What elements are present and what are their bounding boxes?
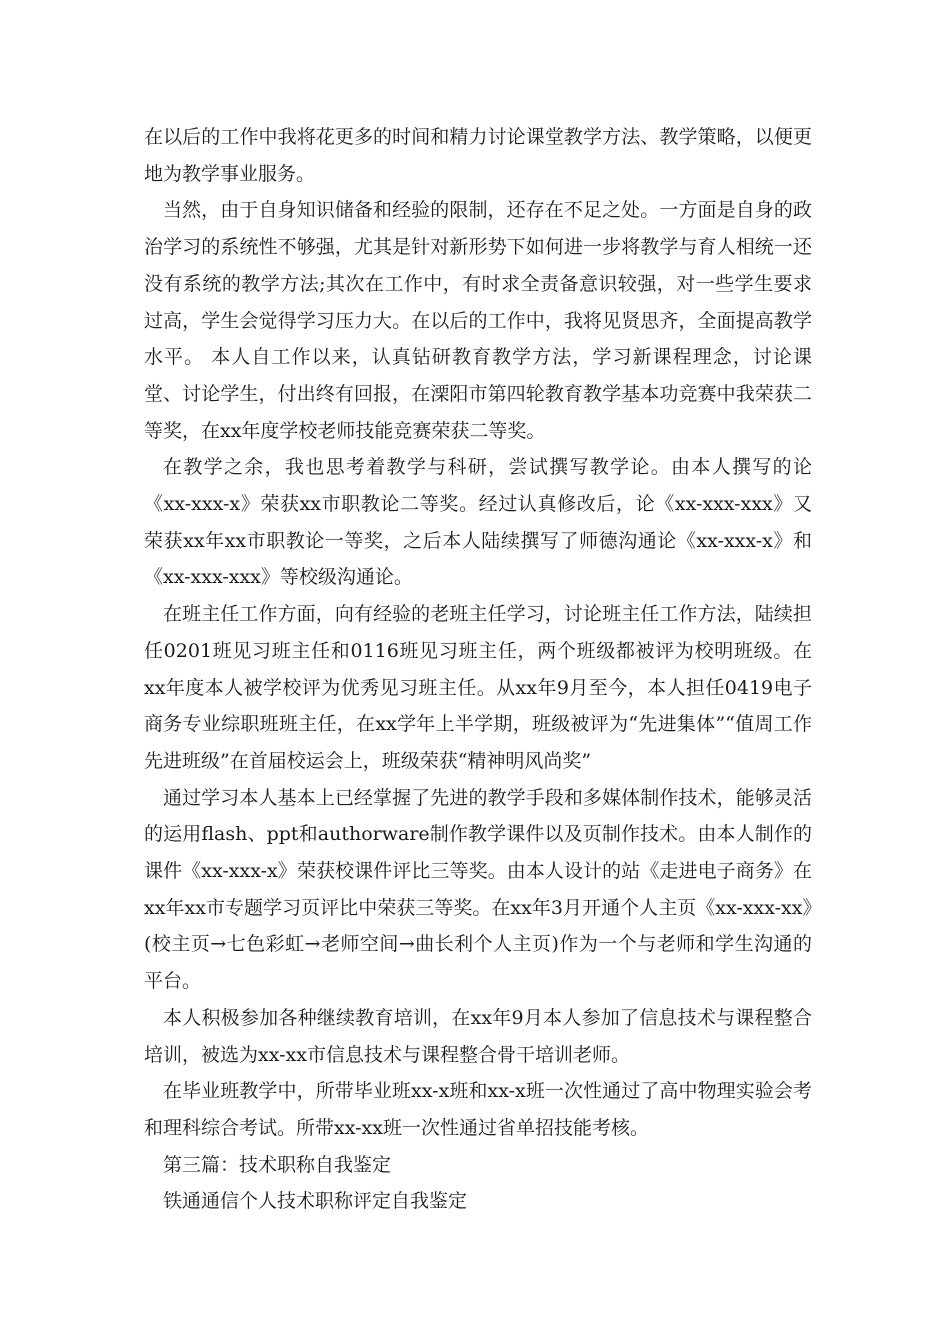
paragraph: 本人积极参加各种继续教育培训，在xx年9月本人参加了信息技术与课程整合培训，被选为xx-xx市信息技术与课程整合骨干培训老师。	[144, 1006, 812, 1066]
paragraph: 在毕业班教学中，所带毕业班xx-x班和xx-x班一次性通过了高中物理实验会考和理科综合考试。所带xx-xx班一次性通过省单招技能考核。	[144, 1080, 812, 1139]
paragraph: 当然，由于自身知识储备和经验的限制，还存在不足之处。一方面是自身的政治学习的系统性不够强，尤其是针对新形势下如何进一步将教学与育人相统一还没有系统的教学方法;其次在工作中，有时求全责备意识较强，对一些学生要求过高，学生会觉得学习压力大。在以后的工作中，我将见贤思齐，全面提高教学水平。 本人自工作以来，认真钻研教育教学方法，学习新课程理念，讨论课堂、讨论学生，付出终有回报，在溧阳市第四轮教育教学基本功竞赛中我荣获二等奖，在xx年度学校老师技能竞赛荣获二等奖。	[144, 199, 812, 442]
document-body	[144, 119, 812, 1220]
paragraph: 通过学习本人基本上已经掌握了先进的教学手段和多媒体制作技术，能够灵活的运用flash、ppt和authorware制作教学课件以及页制作技术。由本人制作的课件《xx-xxx-x》荣获校课件评比三等奖。由本人设计的站《走进电子商务》在xx年xx市专题学习页评比中荣获三等奖。在xx年3月开通个人主页《xx-xxx-xx》(校主页→七色彩虹→老师空间→曲长利个人主页)作为一个与老师和学生沟通的平台。	[144, 786, 812, 993]
section-subheading: 铁通通信个人技术职称评定自我鉴定	[163, 1190, 468, 1213]
paragraph: 在以后的工作中我将花更多的时间和精力讨论课堂教学方法、教学策略，以便更地为教学事业服务。	[144, 126, 812, 185]
paragraph: 在教学之余，我也思考着教学与科研，尝试撰写教学论。由本人撰写的论《xx-xxx-x》荣获xx市职教论二等奖。经过认真修改后，论《xx-xxx-xxx》又荣获xx年xx市职教论一等奖，之后本人陆续撰写了师德沟通论《xx-xxx-x》和《xx-xxx-xxx》等校级沟通论。	[144, 456, 812, 589]
paragraph: 在班主任工作方面，向有经验的老班主任学习，讨论班主任工作方法，陆续担任0201班见习班主任和0116班见习班主任，两个班级都被评为校明班级。在xx年度本人被学校评为优秀见习班主任。从xx年9月至今，本人担任0419电子商务专业综职班班主任，在xx学年上半学期，班级被评为“先进集体”“值周工作先进班级”在首届校运会上，班级荣获“精神明风尚奖”	[144, 603, 812, 772]
section-heading: 第三篇：技术职称自我鉴定	[163, 1153, 392, 1176]
